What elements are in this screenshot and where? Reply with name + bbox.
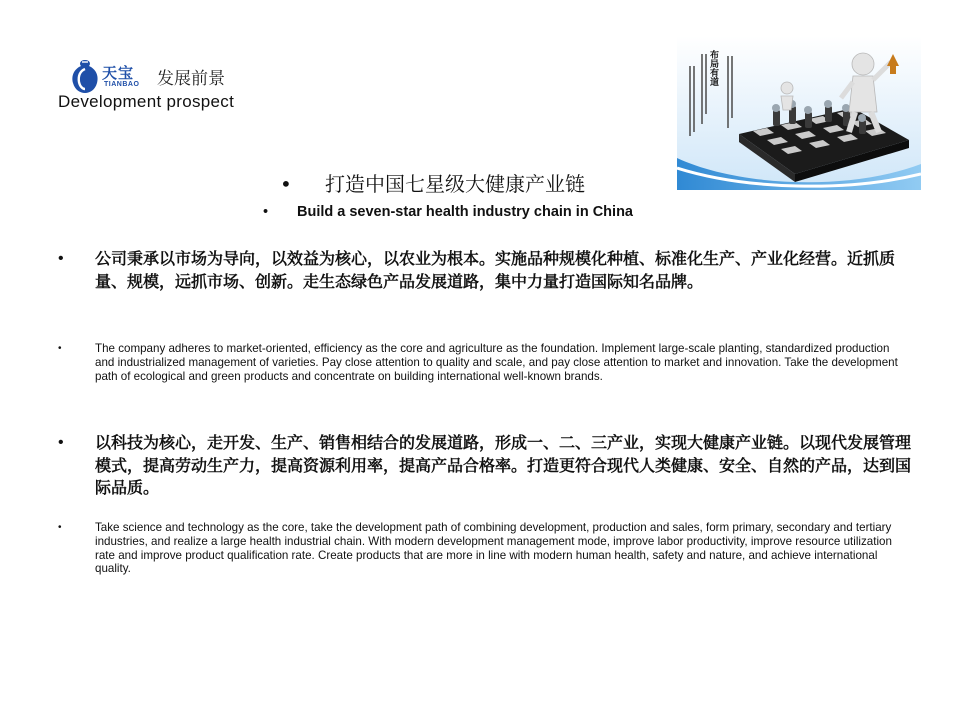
- section-title-cn: 发展前景: [157, 69, 225, 89]
- bullet: •: [280, 172, 292, 196]
- logo-text-cn: 天宝: [102, 65, 135, 82]
- paragraph-1-cn-text: 公司秉承以市场为导向，以效益为核心，以农业为根本。实施品种规模化种植、标准化生产、产业化经营。近抓质量、规模，远抓市场、创新。走生态绿色产品发展道路，集中力量打造国际知名品牌。: [95, 249, 896, 291]
- bullet: •: [58, 522, 62, 533]
- bullet: •: [263, 204, 269, 220]
- paragraph-2-cn-text: 以科技为核心，走开发、生产、销售相结合的发展道路，形成一、二、三产业，实现大健康产业链。以现代发展管理模式，提高劳动生产力，提高资源利用率，提高产品合格率。打造更符合现代人类健康、安全、自然的产品，达到国际品质。: [95, 433, 912, 497]
- logo-text-en: TIANBAO: [104, 81, 140, 88]
- main-title-en: [263, 204, 633, 220]
- main-title-cn: [280, 168, 585, 197]
- hero-caption: 布局有道: [708, 50, 718, 86]
- bullet: •: [58, 434, 64, 451]
- section-title-en: Development prospect: [58, 92, 235, 111]
- bullet: •: [58, 343, 62, 354]
- chess-strategy-image: [677, 36, 921, 190]
- company-logo: [68, 56, 152, 96]
- vase-logo-icon: [68, 56, 102, 96]
- paragraph-2-en-text: Take science and technology as the core, take the development path of combining development, production and sales, form primary, secondary and tertiary industries, and realize a large health industrial chain. With modern development management mode, improve labor productivity, improve resource utilization rate and improve product qualification rate. Create products that are more in line with modern human health, safety and nature, and achieve international quality.: [95, 521, 892, 576]
- paragraph-1-en-text: The company adheres to market-oriented, efficiency as the core and agriculture as the foundation. Implement large-scale planting, standardized production and industrialized management of varieties. Pay close attention to quality and scale, and pay close attention to market and innovation. Take the development path of ecological and green products and concentrate on building international well-known brands.: [95, 342, 898, 383]
- chessboard-illustration-icon: [677, 36, 921, 190]
- bullet: •: [58, 250, 64, 267]
- main-title-en-text: Build a seven-star health industry chain in China: [297, 204, 633, 220]
- main-title-cn-text: 打造中国七星级大健康产业链: [325, 172, 585, 196]
